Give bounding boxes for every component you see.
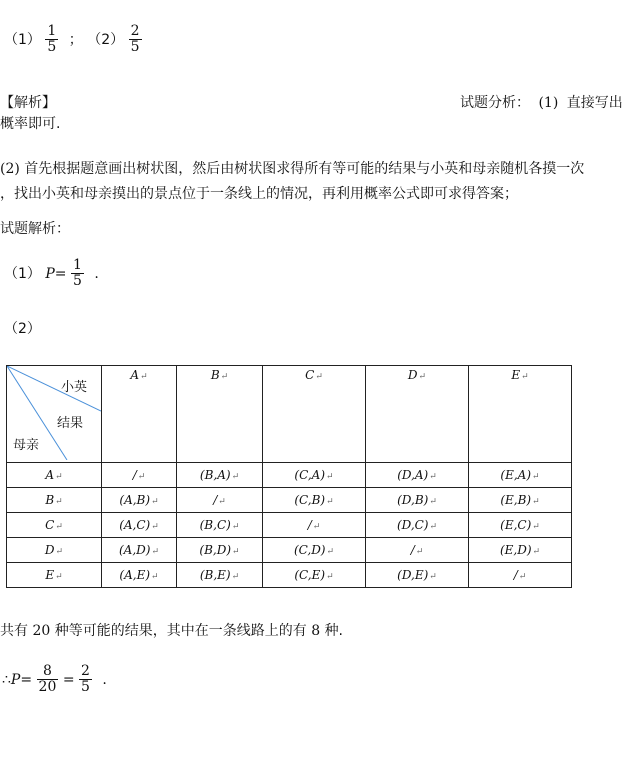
table-row	[7, 563, 572, 588]
table-cell: (A,C)↵	[102, 513, 177, 538]
analysis-part2-line1: (2) 首先根据题意画出树状图，然后由树状图求得所有等可能的结果与小英和母亲随机各摸一次	[0, 161, 585, 177]
table-cell: (C,A)↵	[263, 463, 366, 488]
corner-label-xiaoying: 小英	[61, 380, 88, 395]
answer-part1-label: （1）	[4, 31, 41, 48]
col-header-d: D↵	[366, 366, 469, 463]
table-cell: (B,D)↵	[177, 538, 263, 563]
analysis-intro: 试题分析： (1) 直接写出	[460, 95, 623, 111]
analysis-part1-tail: 概率即可.	[0, 116, 61, 132]
table-cell: (B,E)↵	[177, 563, 263, 588]
table-cell: (E,B)↵	[469, 488, 572, 513]
table-cell: /↵	[263, 513, 366, 538]
col-header-e: E↵	[469, 366, 572, 463]
table-cell: /↵	[366, 538, 469, 563]
solution-part2-label: （2）	[4, 321, 41, 337]
row-header-d: D↵	[7, 538, 102, 563]
table-cell: (A,E)↵	[102, 563, 177, 588]
row-header-a: A↵	[7, 463, 102, 488]
table-cell: (B,C)↵	[177, 513, 263, 538]
corner-label-mother: 母亲	[13, 438, 40, 453]
table-cell: (E,C)↵	[469, 513, 572, 538]
table-row	[7, 538, 572, 563]
answer-line	[4, 24, 142, 56]
analysis-part2-line2: ，找出小英和母亲摸出的景点位于一条线上的情况，再利用概率公式即可求得答案；	[0, 186, 518, 202]
table-cell: (D,E)↵	[366, 563, 469, 588]
results-table	[6, 365, 572, 588]
corner-label-result: 结果	[57, 416, 84, 431]
table-row	[7, 463, 572, 488]
corner-cell	[7, 366, 102, 463]
solution-heading: 试题解析：	[0, 221, 70, 237]
solution-part1-fraction: $\frac{1}{5}$	[72, 257, 82, 290]
answer-part2-label: （2）	[87, 31, 125, 48]
final-fraction-1: $\frac{8}{20}$	[38, 663, 57, 696]
col-header-b: B↵	[177, 366, 263, 463]
answer-part2-fraction: $\frac{2}{5}$	[130, 23, 140, 56]
table-cell: (B,A)↵	[177, 463, 263, 488]
table-cell: (D,C)↵	[366, 513, 469, 538]
row-header-b: B↵	[7, 488, 102, 513]
table-cell: (A,D)↵	[102, 538, 177, 563]
final-probability: ∴P= $\frac{8}{20}$ = $\frac{2}{5}$ .	[2, 663, 107, 696]
row-header-e: E↵	[7, 563, 102, 588]
answer-part1-fraction: $\frac{1}{5}$	[47, 23, 57, 56]
table-cell: (C,E)↵	[263, 563, 366, 588]
col-header-c: C↵	[263, 366, 366, 463]
table-cell: (D,B)↵	[366, 488, 469, 513]
answer-separator: ；	[68, 31, 83, 48]
table-cell: (E,A)↵	[469, 463, 572, 488]
solution-part1: （1） P= $\frac{1}{5}$ .	[4, 257, 99, 290]
analysis-heading: 【解析】	[0, 95, 56, 111]
table-row	[7, 513, 572, 538]
table-cell: /↵	[102, 463, 177, 488]
conclusion-line: 共有 20 种等可能的结果，其中在一条线路上的有 8 种.	[0, 623, 344, 639]
table-cell: (C,B)↵	[263, 488, 366, 513]
table-cell: (C,D)↵	[263, 538, 366, 563]
row-header-c: C↵	[7, 513, 102, 538]
table-cell: (D,A)↵	[366, 463, 469, 488]
col-header-a: A↵	[102, 366, 177, 463]
final-fraction-2: $\frac{2}{5}$	[81, 663, 90, 696]
table-cell: /↵	[469, 563, 572, 588]
table-cell: (A,B)↵	[102, 488, 177, 513]
table-row	[7, 488, 572, 513]
table-cell: /↵	[177, 488, 263, 513]
table-cell: (E,D)↵	[469, 538, 572, 563]
